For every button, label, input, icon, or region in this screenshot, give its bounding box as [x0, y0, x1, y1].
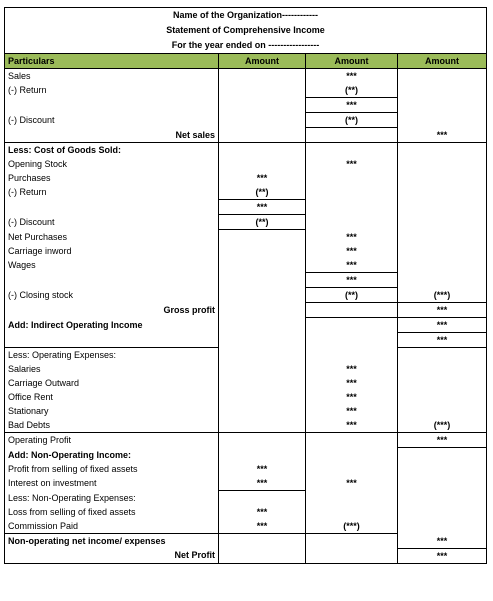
particulars-cell: Sales: [5, 69, 219, 84]
amount-cell-2: ***: [306, 244, 398, 258]
amount-cell-2: [306, 318, 398, 333]
amount-cell-1: [219, 143, 306, 158]
particulars-cell: Salaries: [5, 362, 219, 376]
table-row: [5, 519, 487, 534]
amount-cell-2: ***: [306, 69, 398, 84]
table-row: [5, 333, 487, 348]
particulars-cell: Add: Non-Operating Income:: [5, 448, 219, 463]
amount-cell-3: ***: [398, 303, 487, 318]
table-row: [5, 258, 487, 273]
amount-cell-3: (***): [398, 418, 487, 433]
table-row: [5, 244, 487, 258]
amount-cell-1: [219, 230, 306, 245]
amount-cell-3: [398, 448, 487, 463]
amount-cell-1: [219, 433, 306, 448]
amount-cell-1: [219, 390, 306, 404]
particulars-cell: Opening Stock: [5, 157, 219, 171]
amount-cell-1: (**): [219, 185, 306, 200]
amount-cell-2: [306, 200, 398, 215]
amount-cell-2: (**): [306, 288, 398, 303]
table-row: [5, 128, 487, 143]
table-row: [5, 390, 487, 404]
table-row: [5, 534, 487, 549]
amount-cell-3: [398, 244, 487, 258]
amount-cell-2: [306, 333, 398, 348]
table-row: [5, 348, 487, 363]
table-row: [5, 548, 487, 563]
organization-name: Name of the Organization------------: [173, 10, 318, 20]
particulars-cell: (-) Closing stock: [5, 288, 219, 303]
amount-cell-3: ***: [398, 433, 487, 448]
table-row: [5, 448, 487, 463]
column-header-amount-2: Amount: [306, 54, 398, 69]
amount-cell-1: [219, 318, 306, 333]
amount-cell-2: [306, 185, 398, 200]
amount-cell-3: ***: [398, 534, 487, 549]
particulars-cell: Net Profit: [5, 548, 219, 563]
amount-cell-1: ***: [219, 462, 306, 476]
amount-cell-3: [398, 376, 487, 390]
statement-period: For the year ended on -----------------: [171, 40, 320, 50]
column-header-particulars: Particulars: [5, 54, 219, 69]
amount-cell-1: [219, 404, 306, 418]
amount-cell-3: [398, 157, 487, 171]
particulars-cell: Non-operating net income/ expenses: [5, 534, 219, 549]
amount-cell-2: ***: [306, 98, 398, 113]
amount-cell-1: [219, 128, 306, 143]
particulars-cell: [5, 200, 219, 215]
amount-cell-1: [219, 362, 306, 376]
amount-cell-1: [219, 418, 306, 433]
table-row: [5, 171, 487, 185]
particulars-cell: Profit from selling of fixed assets: [5, 462, 219, 476]
statement-table: [4, 53, 487, 564]
amount-cell-2: [306, 433, 398, 448]
amount-cell-2: [306, 462, 398, 476]
amount-cell-2: [306, 128, 398, 143]
amount-cell-2: ***: [306, 230, 398, 245]
amount-cell-3: [398, 230, 487, 245]
particulars-cell: Net sales: [5, 128, 219, 143]
amount-cell-1: [219, 157, 306, 171]
particulars-cell: [5, 333, 219, 348]
amount-cell-3: [398, 348, 487, 363]
table-row: [5, 376, 487, 390]
amount-cell-2: [306, 548, 398, 563]
amount-cell-2: ***: [306, 273, 398, 288]
amount-cell-1: ***: [219, 476, 306, 491]
amount-cell-2: (**): [306, 83, 398, 98]
amount-cell-3: [398, 83, 487, 98]
table-row: [5, 362, 487, 376]
amount-cell-2: ***: [306, 258, 398, 273]
table-row: [5, 113, 487, 128]
amount-cell-2: ***: [306, 376, 398, 390]
amount-cell-2: [306, 171, 398, 185]
table-row: [5, 303, 487, 318]
particulars-cell: Carriage inword: [5, 244, 219, 258]
particulars-cell: (-) Return: [5, 185, 219, 200]
table-row: [5, 69, 487, 84]
amount-cell-1: [219, 548, 306, 563]
amount-cell-2: ***: [306, 157, 398, 171]
amount-cell-2: [306, 215, 398, 230]
amount-cell-3: (***): [398, 288, 487, 303]
particulars-cell: [5, 273, 219, 288]
particulars-cell: Net Purchases: [5, 230, 219, 245]
amount-cell-1: [219, 491, 306, 506]
amount-cell-1: [219, 333, 306, 348]
amount-cell-3: [398, 273, 487, 288]
table-row: [5, 318, 487, 333]
amount-cell-1: ***: [219, 519, 306, 534]
amount-cell-2: [306, 143, 398, 158]
amount-cell-1: ***: [219, 171, 306, 185]
particulars-cell: (-) Return: [5, 83, 219, 98]
particulars-cell: Loss from selling of fixed assets: [5, 505, 219, 519]
table-row: [5, 462, 487, 476]
particulars-cell: Commission Paid: [5, 519, 219, 534]
table-row: [5, 404, 487, 418]
table-row: [5, 491, 487, 506]
amount-cell-1: [219, 69, 306, 84]
table-row: [5, 215, 487, 230]
amount-cell-1: [219, 98, 306, 113]
amount-cell-1: [219, 288, 306, 303]
statement-title: Statement of Comprehensive Income: [166, 25, 325, 35]
column-header-amount-3: Amount: [398, 54, 487, 69]
particulars-cell: Less: Non-Operating Expenses:: [5, 491, 219, 506]
particulars-cell: Add: Indirect Operating Income: [5, 318, 219, 333]
particulars-cell: Purchases: [5, 171, 219, 185]
amount-cell-2: [306, 303, 398, 318]
amount-cell-3: [398, 362, 487, 376]
amount-cell-3: ***: [398, 128, 487, 143]
table-header-row: [5, 54, 487, 69]
amount-cell-3: ***: [398, 318, 487, 333]
amount-cell-3: [398, 215, 487, 230]
amount-cell-1: [219, 273, 306, 288]
amount-cell-2: ***: [306, 476, 398, 491]
amount-cell-3: [398, 258, 487, 273]
particulars-cell: Wages: [5, 258, 219, 273]
table-row: [5, 433, 487, 448]
amount-cell-2: (**): [306, 113, 398, 128]
table-row: [5, 418, 487, 433]
table-row: [5, 476, 487, 491]
amount-cell-3: [398, 171, 487, 185]
table-row: [5, 288, 487, 303]
amount-cell-3: [398, 476, 487, 491]
amount-cell-2: [306, 505, 398, 519]
particulars-cell: [5, 98, 219, 113]
amount-cell-3: [398, 462, 487, 476]
amount-cell-3: [398, 519, 487, 534]
particulars-cell: Office Rent: [5, 390, 219, 404]
amount-cell-2: [306, 348, 398, 363]
column-header-amount-1: Amount: [219, 54, 306, 69]
amount-cell-2: ***: [306, 362, 398, 376]
amount-cell-3: [398, 491, 487, 506]
table-row: [5, 505, 487, 519]
statement-header: [4, 7, 487, 53]
particulars-cell: Gross profit: [5, 303, 219, 318]
table-row: [5, 273, 487, 288]
amount-cell-1: (**): [219, 215, 306, 230]
amount-cell-2: ***: [306, 418, 398, 433]
particulars-cell: (-) Discount: [5, 215, 219, 230]
amount-cell-3: [398, 404, 487, 418]
particulars-cell: Interest on investment: [5, 476, 219, 491]
amount-cell-2: [306, 534, 398, 549]
amount-cell-3: [398, 113, 487, 128]
particulars-cell: Carriage Outward: [5, 376, 219, 390]
particulars-cell: Less: Cost of Goods Sold:: [5, 143, 219, 158]
amount-cell-1: [219, 303, 306, 318]
particulars-cell: (-) Discount: [5, 113, 219, 128]
amount-cell-1: [219, 348, 306, 363]
amount-cell-3: ***: [398, 333, 487, 348]
particulars-cell: Stationary: [5, 404, 219, 418]
amount-cell-2: (***): [306, 519, 398, 534]
amount-cell-1: ***: [219, 200, 306, 215]
table-row: [5, 83, 487, 98]
amount-cell-1: [219, 534, 306, 549]
amount-cell-1: [219, 83, 306, 98]
amount-cell-2: [306, 448, 398, 463]
table-row: [5, 185, 487, 200]
amount-cell-2: [306, 491, 398, 506]
amount-cell-2: ***: [306, 404, 398, 418]
table-row: [5, 230, 487, 245]
amount-cell-1: [219, 244, 306, 258]
table-row: [5, 157, 487, 171]
amount-cell-3: ***: [398, 548, 487, 563]
amount-cell-3: [398, 200, 487, 215]
amount-cell-3: [398, 390, 487, 404]
particulars-cell: Operating Profit: [5, 433, 219, 448]
table-row: [5, 143, 487, 158]
amount-cell-1: ***: [219, 505, 306, 519]
amount-cell-3: [398, 505, 487, 519]
amount-cell-3: [398, 69, 487, 84]
particulars-cell: Less: Operating Expenses:: [5, 348, 219, 363]
table-row: [5, 200, 487, 215]
table-row: [5, 98, 487, 113]
amount-cell-2: ***: [306, 390, 398, 404]
particulars-cell: Bad Debts: [5, 418, 219, 433]
amount-cell-1: [219, 448, 306, 463]
amount-cell-1: [219, 113, 306, 128]
amount-cell-3: [398, 185, 487, 200]
amount-cell-3: [398, 98, 487, 113]
amount-cell-3: [398, 143, 487, 158]
amount-cell-1: [219, 258, 306, 273]
amount-cell-1: [219, 376, 306, 390]
